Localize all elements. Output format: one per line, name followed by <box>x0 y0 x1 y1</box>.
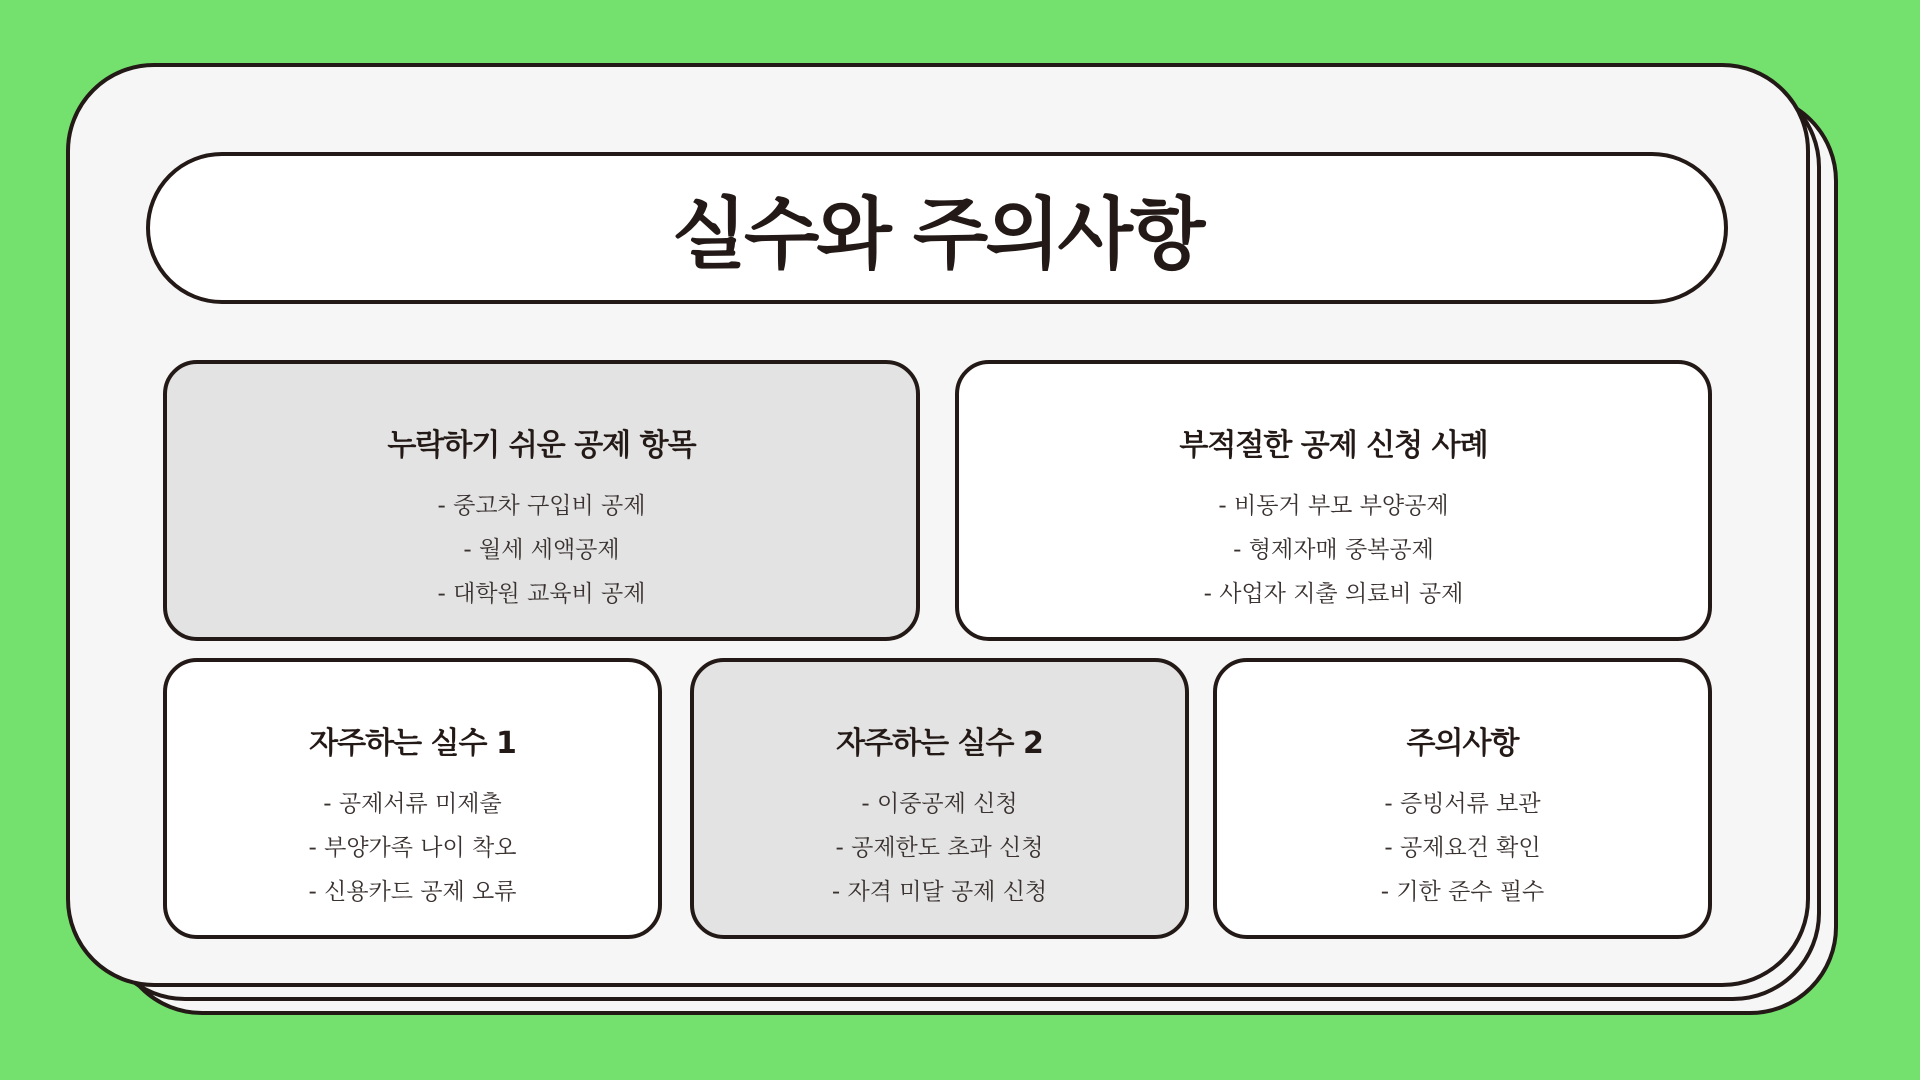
card-list-item: - 증빙서류 보관 <box>1384 791 1541 817</box>
card-cautions <box>1213 658 1712 939</box>
card-missed-deductions <box>163 360 920 641</box>
card-list-item: - 사업자 지출 의료비 공제 <box>1203 581 1464 607</box>
card-list-item: - 공제요건 확인 <box>1384 835 1541 861</box>
card-improper-claims <box>955 360 1712 641</box>
card-list-item: - 부양가족 나이 착오 <box>308 835 517 861</box>
card-list-item: - 공제한도 초과 신청 <box>835 835 1044 861</box>
card-list-item: - 형제자매 중복공제 <box>1233 537 1434 563</box>
card-title: 자주하는 실수 1 <box>309 726 516 761</box>
card-list-item: - 비동거 부모 부양공제 <box>1218 493 1449 519</box>
card-common-mistakes-1 <box>163 658 662 939</box>
card-title: 누락하기 쉬운 공제 항목 <box>387 428 696 463</box>
card-title: 부적절한 공제 신청 사례 <box>1179 428 1488 463</box>
card-title: 주의사항 <box>1406 726 1519 761</box>
title-banner <box>146 152 1728 304</box>
card-list-item: - 이중공제 신청 <box>861 791 1018 817</box>
card-title: 자주하는 실수 2 <box>836 726 1043 761</box>
card-list-item: - 공제서류 미제출 <box>323 791 502 817</box>
card-list-item: - 중고차 구입비 공제 <box>437 493 646 519</box>
card-list-item: - 기한 준수 필수 <box>1380 879 1545 905</box>
card-common-mistakes-2 <box>690 658 1189 939</box>
card-list-item: - 자격 미달 공제 신청 <box>831 879 1048 905</box>
card-list-item: - 월세 세액공제 <box>463 537 620 563</box>
card-list-item: - 신용카드 공제 오류 <box>308 879 517 905</box>
page-title: 실수와 주의사항 <box>671 190 1203 280</box>
card-list-item: - 대학원 교육비 공제 <box>437 581 646 607</box>
